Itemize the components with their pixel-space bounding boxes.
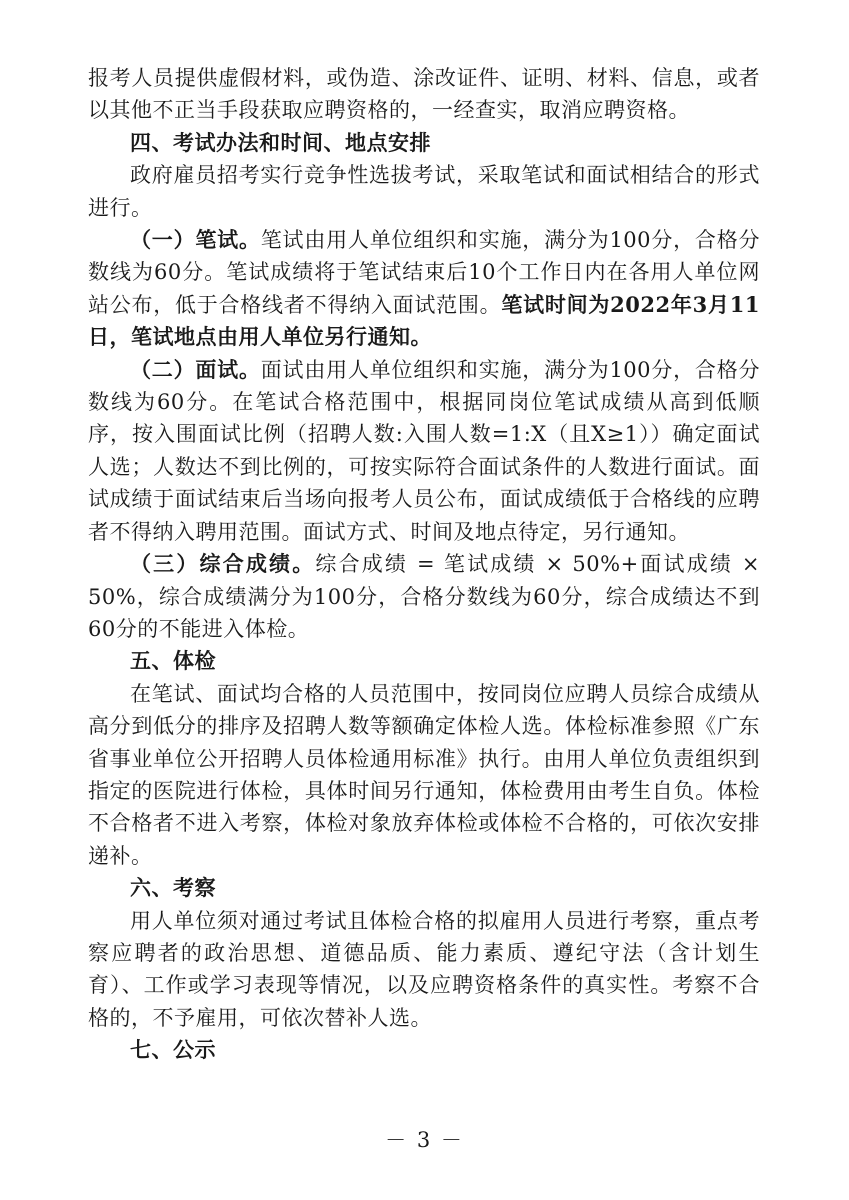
body-text: 政府雇员招考实行竞争性选拔考试，采取笔试和面试相结合的形式进行。 [88, 163, 760, 220]
bold-text: （一）笔试。 [130, 227, 261, 253]
paragraph [88, 159, 760, 224]
paragraph [88, 62, 760, 127]
section-heading [88, 645, 760, 677]
body-text: 在笔试、面试均合格的人员范围中，按同岗位应聘人员综合成绩从高分到低分的排序及招聘人数等额确定体检人选。体检标准参照《广东省事业单位公开招聘人员体检通用标准》执行。由用人单位负责组织到指定的医院进行体检，具体时间另行通知，体检费用由考生自负。体检不合格者不进入考察，体检对象放弃体检或体检不合格的，可依次安排递补。 [88, 681, 760, 868]
bold-text: 五、体检 [130, 648, 216, 674]
section-heading [88, 1034, 760, 1066]
body-text: 综合成绩 = 笔试成绩 × 50%+面试成绩 × 50%，综合成绩满分为100分，合格分数线为60分，综合成绩达不到60分的不能进入体检。 [88, 552, 760, 641]
page-number: － 3 － [385, 1128, 464, 1152]
document-body [88, 62, 760, 1067]
bold-text: 六、考察 [130, 875, 216, 901]
section-heading [88, 872, 760, 904]
bold-text: 四、考试办法和时间、地点安排 [130, 129, 431, 155]
bold-text: 笔试时间为2022年3月11日，笔试地点由用人单位另行通知。 [88, 291, 760, 350]
paragraph [88, 548, 760, 645]
paragraph [88, 905, 760, 1035]
bold-text: （二）面试。 [130, 356, 261, 382]
bold-text: （三）综合成绩。 [130, 551, 316, 577]
section-heading [88, 127, 760, 159]
body-text: 用人单位须对通过考试且体检合格的拟雇用人员进行考察，重点考察应聘者的政治思想、道德品质、能力素质、遵纪守法（含计划生育）、工作或学习表现等情况，以及应聘资格条件的真实性。考察不合格的，不予雇用，可依次替补人选。 [88, 908, 760, 1030]
paragraph [88, 224, 760, 354]
body-text: 笔试由用人单位组织和实施，满分为100分，合格分数线为60分。笔试成绩将于笔试结束后10个工作日内在各用人单位网站公布，低于合格线者不得纳入面试范围。 [88, 228, 760, 317]
body-text: 报考人员提供虚假材料，或伪造、涂改证件、证明、材料、信息，或者以其他不正当手段获取应聘资格的，一经查实，取消应聘资格。 [88, 66, 760, 123]
paragraph [88, 678, 760, 872]
body-text: 面试由用人单位组织和实施，满分为100分，合格分数线为60分。在笔试合格范围中，根据同岗位笔试成绩从高到低顺序，按入围面试比例（招聘人数:入围人数=1:X（且X≥1））确定面试人选；人数达不到比例的，可按实际符合面试条件的人数进行面试。面试成绩于面试结束后当场向报考人员公布，面试成绩低于合格线的应聘者不得纳入聘用范围。面试方式、时间及地点待定，另行通知。 [88, 357, 760, 544]
bold-text: 七、公示 [130, 1037, 216, 1063]
paragraph [88, 354, 760, 548]
